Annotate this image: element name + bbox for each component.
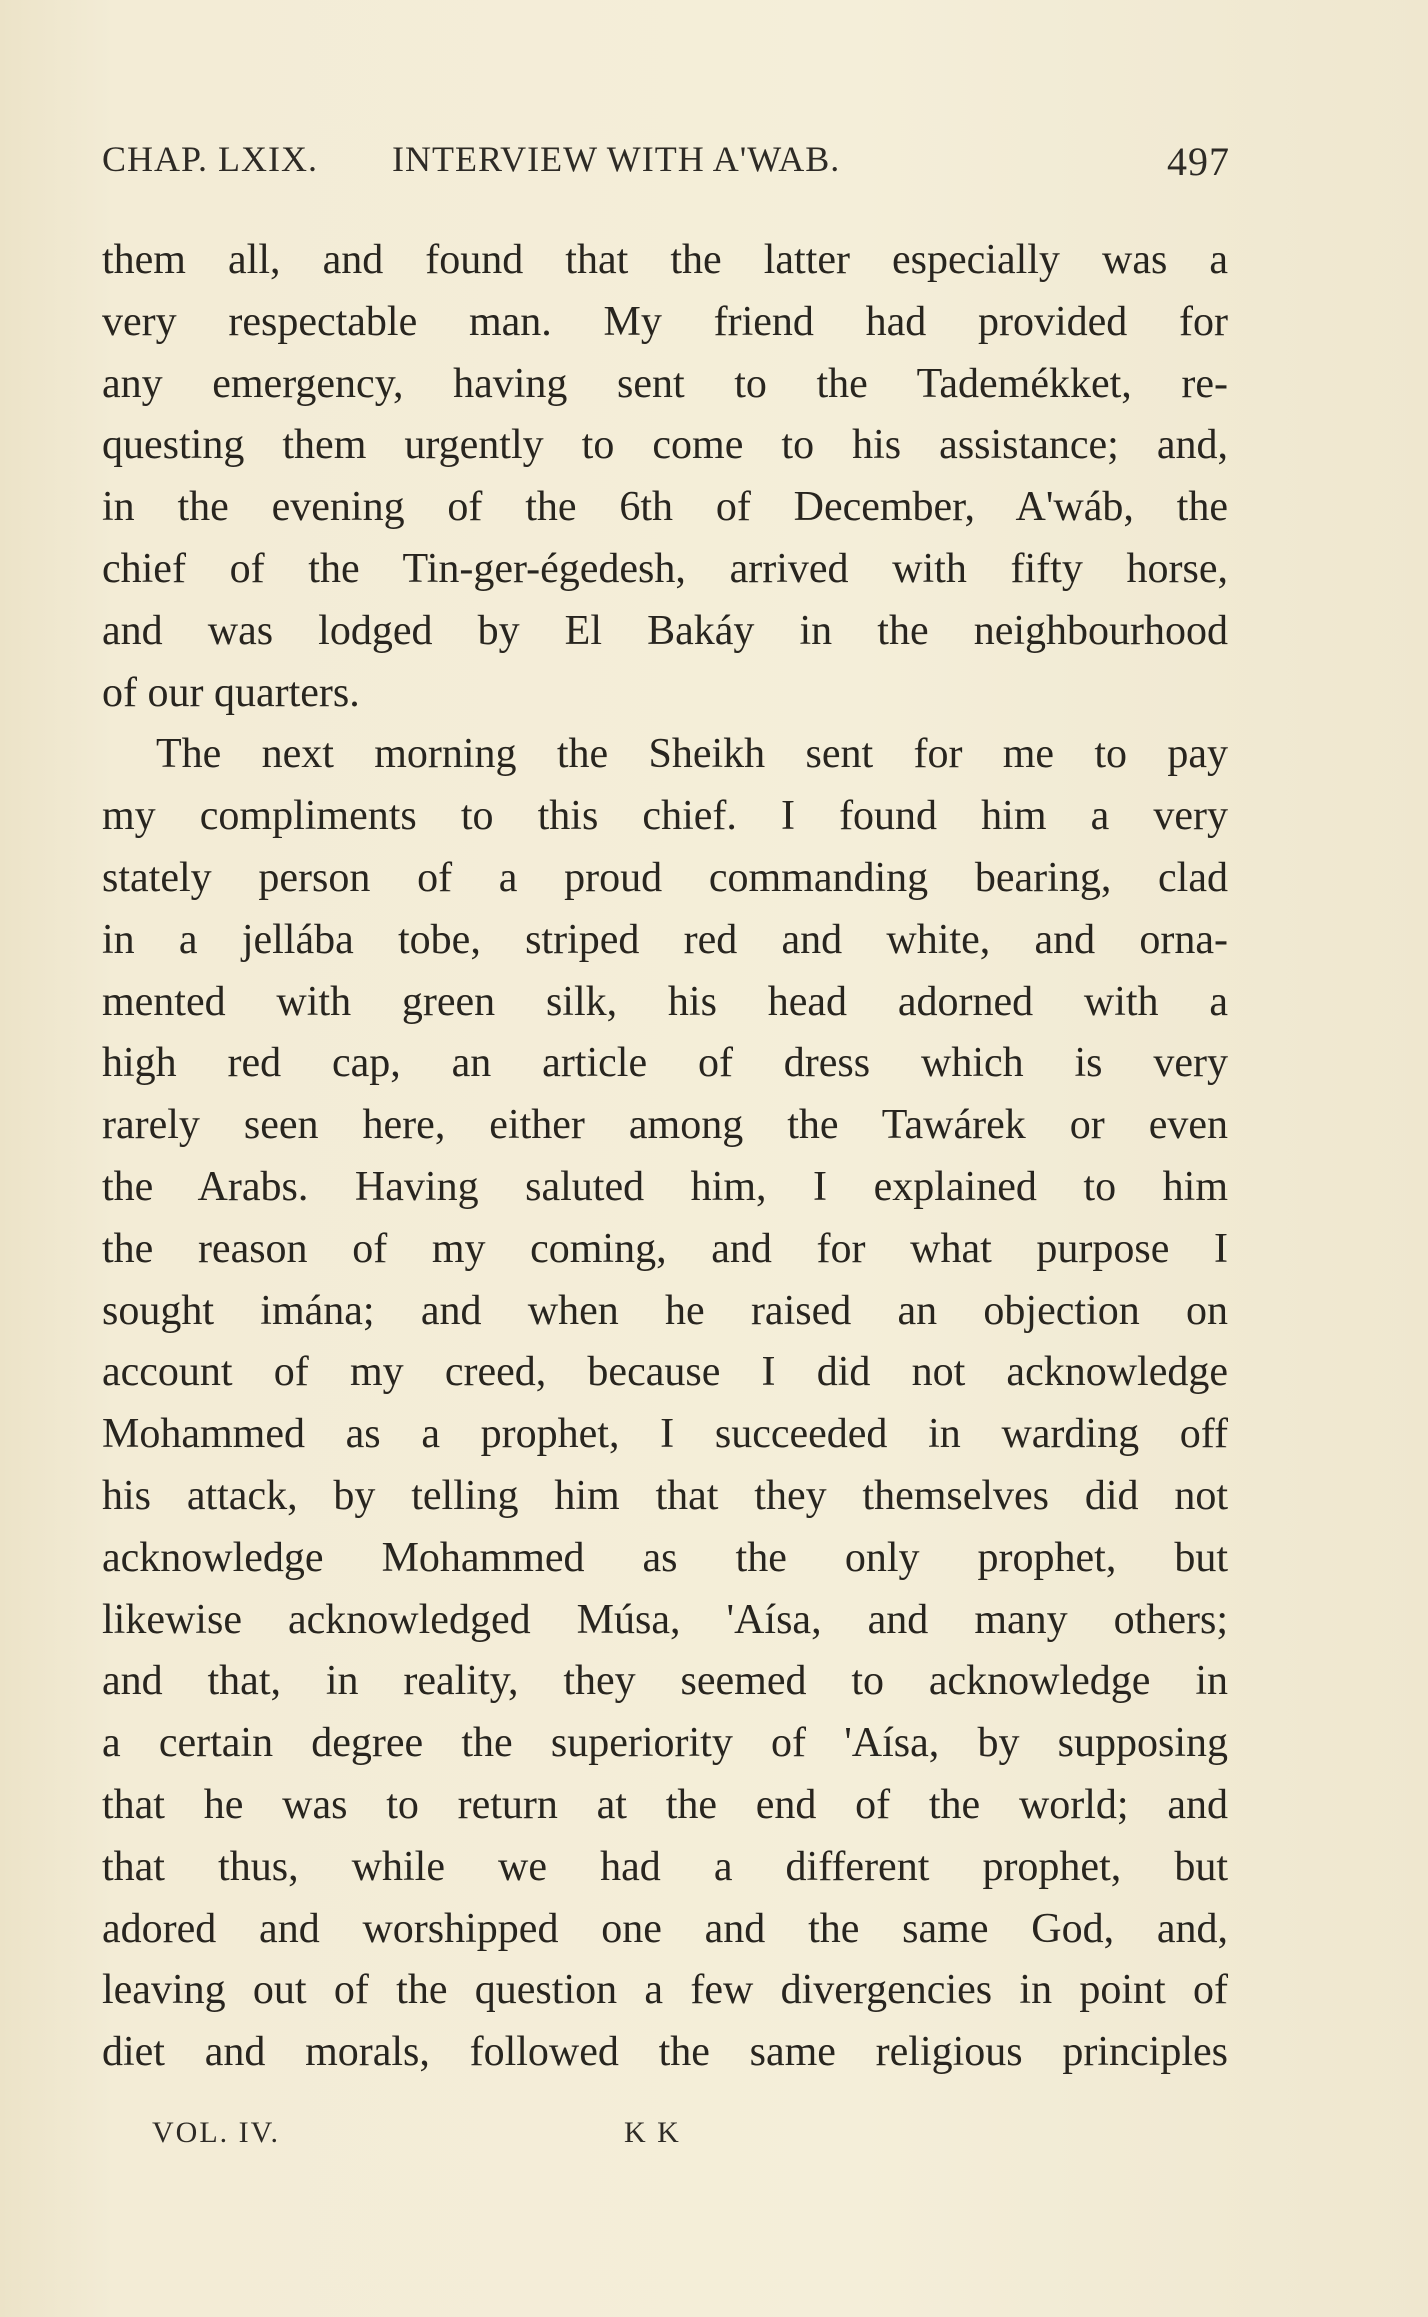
text-line: that he was to return at the end of the world; and xyxy=(102,1781,1228,1828)
volume-label: VOL. IV. xyxy=(152,2116,280,2149)
signature-mark: K K xyxy=(624,2116,681,2149)
text-line: them all, and found that the latter especially was a xyxy=(102,237,1228,283)
text-line: that thus, while we had a different prophet, but xyxy=(102,1843,1228,1890)
paragraph xyxy=(102,230,1228,724)
text-line: adored and worshipped one and the same God, and, xyxy=(102,1905,1228,1952)
text-line: sought imána; and when he raised an objection on xyxy=(102,1287,1228,1334)
text-line: the Arabs. Having saluted him, I explained to him xyxy=(102,1163,1228,1210)
text-line: rarely seen here, either among the Tawárek or even xyxy=(102,1102,1228,1149)
page-footer xyxy=(152,2116,852,2156)
text-line: acknowledge Mohammed as the only prophet, but xyxy=(102,1534,1228,1581)
page-title: INTERVIEW WITH A'WAB. xyxy=(392,139,841,179)
text-line: diet and morals, followed the same religious principles xyxy=(102,2029,1228,2076)
text-line: account of my creed, because I did not acknowledge xyxy=(102,1349,1228,1396)
chapter-label: CHAP. LXIX. xyxy=(102,139,319,179)
text-line: leaving out of the question a few divergencies in point of xyxy=(102,1967,1228,2014)
text-line: chief of the Tin-ger-égedesh, arrived with fifty horse, xyxy=(102,545,1228,592)
text-line: The next morning the Sheikh sent for me to pay xyxy=(156,731,1228,778)
page-number: 497 xyxy=(1167,139,1230,184)
running-head xyxy=(102,138,1230,188)
text-line: a certain degree the superiority of 'Aísa, by supposing xyxy=(102,1720,1228,1767)
text-line: stately person of a proud commanding bearing, clad xyxy=(102,854,1228,901)
text-line: very respectable man. My friend had provided for xyxy=(102,298,1228,345)
text-line: likewise acknowledged Músa, 'Aísa, and many others; xyxy=(102,1596,1228,1643)
text-line: any emergency, having sent to the Tademékket, re- xyxy=(102,360,1228,407)
paragraph xyxy=(102,724,1228,2084)
text-line: and was lodged by El Bakáy in the neighbourhood xyxy=(102,607,1228,654)
text-line: his attack, by telling him that they themselves did not xyxy=(102,1472,1228,1519)
text-line: the reason of my coming, and for what purpose I xyxy=(102,1225,1228,1272)
text-line: Mohammed as a prophet, I succeeded in warding off xyxy=(102,1411,1228,1458)
text-line: of our quarters. xyxy=(102,669,360,716)
text-line: mented with green silk, his head adorned with a xyxy=(102,978,1228,1025)
text-line: questing them urgently to come to his assistance; and, xyxy=(102,422,1228,469)
text-line: my compliments to this chief. I found him a very xyxy=(102,793,1228,840)
text-line: high red cap, an article of dress which is very xyxy=(102,1040,1228,1087)
text-line: and that, in reality, they seemed to acknowledge in xyxy=(102,1658,1228,1705)
body-text xyxy=(102,230,1228,2084)
text-line: in a jellába tobe, striped red and white, and orna- xyxy=(102,916,1228,963)
text-line: in the evening of the 6th of December, A'wáb, the xyxy=(102,484,1228,531)
